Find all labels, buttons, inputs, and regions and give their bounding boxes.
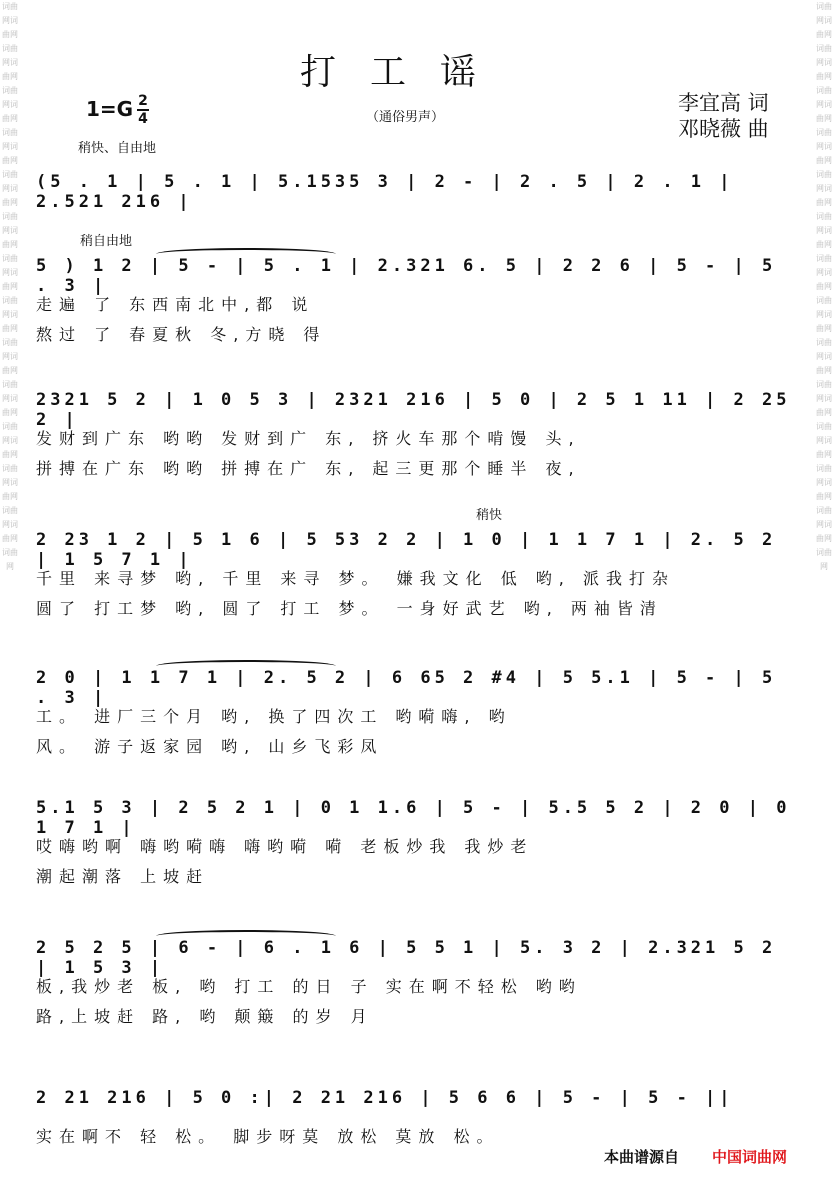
notation-line: 5 ) 1 2 | 5 - | 5 . 1 | 2.321 6. 5 | 2 2 6 | 5 - | 5 . 3 |	[36, 256, 777, 296]
lyric-line: 哎嗨哟啊 嗨哟嗬嗨 嗨哟嗬 嗬 老板炒我 我炒老	[36, 837, 534, 856]
song-title: 打工谣	[300, 52, 511, 93]
notation-line: 2 21 216 | 5 0 :| 2 21 216 | 5 6 6 | 5 - | 5 - ||	[36, 1088, 734, 1108]
lyric-line: 千里 来寻梦 哟, 千里 来寻 梦。 嫌我文化 低 哟, 派我打杂	[36, 569, 675, 588]
source-label: 本曲谱源自	[604, 1148, 680, 1166]
time-signature	[136, 94, 150, 126]
notation-line: 5.1 5 3 | 2 5 2 1 | 0 1 1.6 | 5 - | 5.5 5 2 | 2 0 | 0 1 7 1 |	[36, 798, 791, 838]
slur-mark	[156, 930, 336, 942]
lyric-line: 拼搏在广东 哟哟 拼搏在广 东, 起三更那个睡半 夜,	[36, 459, 581, 478]
lyric-line: 熬过 了 春夏秋 冬,方晓 得	[36, 325, 327, 344]
lyric-line: 潮起潮落 上坡赶	[36, 867, 210, 886]
watermark-left: 词曲网词曲网词曲网词曲网词曲网词曲网词曲网词曲网词曲网词曲网词曲网词曲网词曲网词曲网词曲网词曲网词曲网词曲网词曲网词曲网词曲网词曲网词曲网词曲网词曲网词曲网词曲网	[2, 2, 18, 571]
lyric-line: 工。 进厂三个月 哟, 换了四次工 哟嗬嗨, 哟	[36, 707, 512, 726]
tempo-marking: 稍快	[476, 508, 503, 523]
notation-line: (5 . 1 | 5 . 1 | 5.1535 3 | 2 - | 2 . 5 | 2 . 1 | 2.521 216 |	[36, 172, 734, 212]
meter-top: 2	[138, 93, 148, 109]
lyric-line: 实在啊不 轻 松。 脚步呀莫 放松 莫放 松。	[36, 1127, 500, 1146]
lyric-line: 路,上坡赶 路, 哟 颠簸 的岁 月	[36, 1007, 374, 1026]
watermark-right: 词曲网词曲网词曲网词曲网词曲网词曲网词曲网词曲网词曲网词曲网词曲网词曲网词曲网词曲网词曲网词曲网词曲网词曲网词曲网词曲网词曲网词曲网词曲网词曲网词曲网词曲网词曲网	[816, 2, 832, 571]
meter-bottom: 4	[138, 111, 148, 127]
lyric-line: 发财到广东 哟哟 发财到广 东, 挤火车那个啃馒 头,	[36, 429, 581, 448]
performance-style: （通俗男声）	[366, 110, 445, 125]
notation-line: 2 5 2 5 | 6 - | 6 . 1 6 | 5 5 1 | 5. 3 2 | 2.321 5 2 | 1 5 3 |	[36, 938, 777, 978]
lyric-line: 板,我炒老 板, 哟 打工 的日 子 实在啊不轻松 哟哟	[36, 977, 582, 996]
key-signature: 1=G	[86, 97, 134, 121]
notation-line: 2321 5 2 | 1 0 5 3 | 2321 216 | 5 0 | 2 5 1 11 | 2 25 2 |	[36, 390, 791, 430]
lyricist-credit: 李宜高 词	[678, 91, 769, 115]
lyric-line: 风。 游子返家园 哟, 山乡飞彩凤	[36, 737, 384, 756]
tempo-marking: 稍自由地	[80, 234, 133, 249]
notation-line: 2 23 1 2 | 5 1 6 | 5 53 2 2 | 1 0 | 1 1 7 1 | 2. 5 2 | 1 5 7 1 |	[36, 530, 777, 570]
notation-line: 2 0 | 1 1 7 1 | 2. 5 2 | 6 65 2 #4 | 5 5.1 | 5 - | 5 . 3 |	[36, 668, 777, 708]
tempo-marking: 稍快、自由地	[78, 141, 157, 156]
composer-credit: 邓晓薇 曲	[678, 117, 769, 141]
source-site-link[interactable]: 中国词曲网	[712, 1148, 788, 1166]
lyric-line: 走遍 了 东西南北中,都 说	[36, 295, 315, 314]
slur-mark	[156, 248, 336, 260]
slur-mark	[156, 660, 336, 672]
lyric-line: 圆了 打工梦 哟, 圆了 打工 梦。 一身好武艺 哟, 两袖皆清	[36, 599, 663, 618]
